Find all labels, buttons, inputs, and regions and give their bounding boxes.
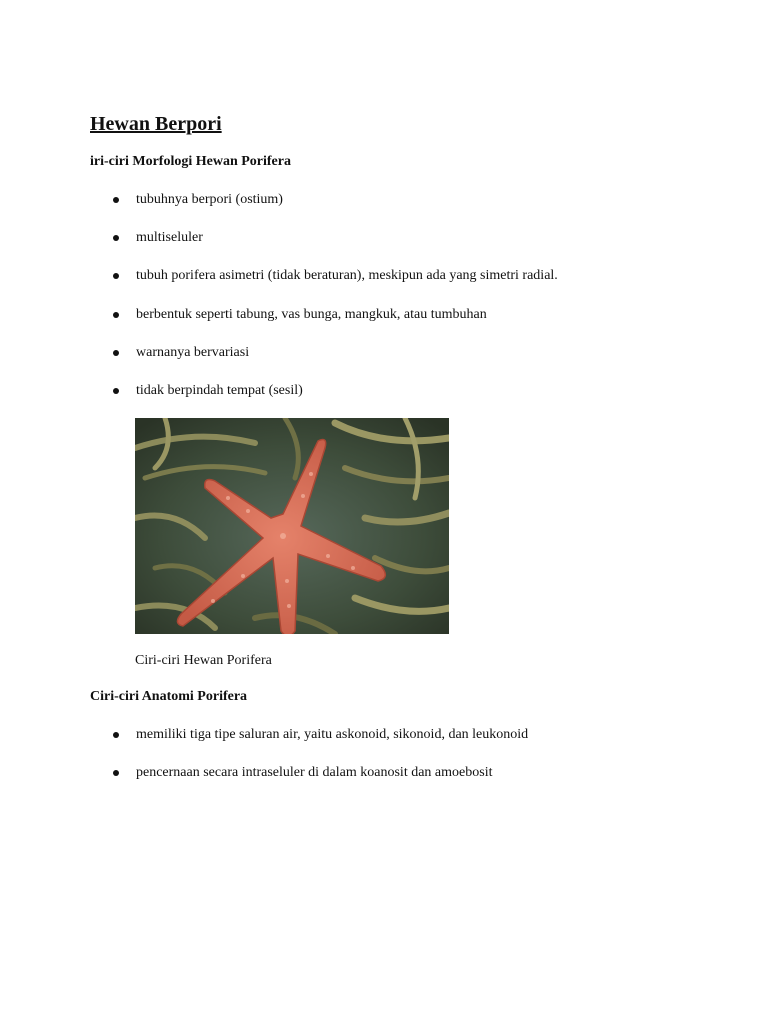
list-item-text: pencernaan secara intraseluler di dalam koanosit dan amoebosit [136, 765, 493, 781]
morfologi-list [112, 191, 558, 420]
list-item [112, 764, 528, 802]
list-item-text: warnanya bervariasi [136, 344, 250, 360]
list-item [112, 267, 558, 305]
list-item-text: berbentuk seperti tabung, vas bunga, mangkuk, atau tumbuhan [136, 306, 487, 322]
list-item [112, 726, 528, 764]
bullet-icon [113, 770, 119, 776]
list-item [112, 382, 558, 420]
list-item [112, 344, 558, 382]
list-item-text: tidak berpindah tempat (sesil) [136, 382, 303, 398]
bullet-icon [113, 388, 119, 394]
bullet-icon [113, 235, 119, 241]
list-item-text: memiliki tiga tipe saluran air, yaitu askonoid, sikonoid, dan leukonoid [136, 727, 529, 742]
bullet-icon [113, 312, 119, 318]
section-heading-anatomi: Ciri-ciri Anatomi Porifera [90, 689, 248, 704]
list-item [112, 191, 558, 229]
section-heading-morfologi: iri-ciri Morfologi Hewan Porifera [90, 154, 291, 169]
bullet-icon [113, 350, 119, 356]
bullet-icon [113, 732, 119, 738]
list-item-text: tubuhnya berpori (ostium) [136, 192, 283, 207]
list-item [112, 306, 558, 344]
list-item-text: tubuh porifera asimetri (tidak beraturan), meskipun ada yang simetri radial. [136, 268, 558, 284]
list-item-text: multiseluler [136, 230, 203, 246]
bullet-icon [113, 197, 119, 203]
list-item [112, 229, 558, 267]
starfish-image [135, 418, 449, 634]
figure-caption: Ciri-ciri Hewan Porifera [135, 653, 272, 668]
bullet-icon [113, 273, 119, 279]
starfish-photo [135, 418, 449, 634]
anatomi-list [112, 726, 528, 802]
page-title: Hewan Berpori [90, 113, 222, 135]
